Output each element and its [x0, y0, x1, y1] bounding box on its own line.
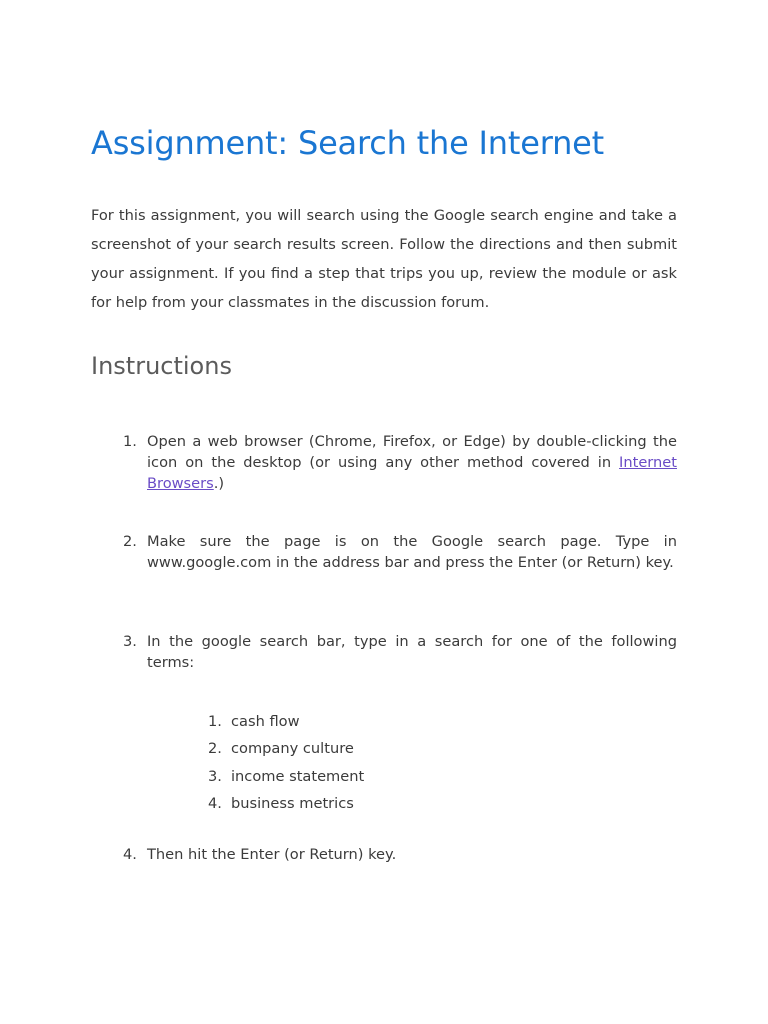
step-number: 2.: [123, 533, 137, 550]
term-list-item: [208, 738, 354, 759]
step-number: 4.: [123, 846, 137, 863]
internet-browsers-link[interactable]: Internet Browsers: [147, 454, 677, 492]
step-1: [123, 431, 677, 494]
term-number: 4.: [208, 795, 222, 812]
step-4: [123, 844, 677, 865]
term-number: 1.: [208, 713, 222, 730]
instructions-heading: Instructions: [91, 352, 232, 380]
term-number: 3.: [208, 768, 222, 785]
step-3: [123, 631, 677, 673]
term-text: cash flow: [231, 713, 300, 730]
term-list-item: [208, 766, 365, 787]
step-text: Make sure the page is on the Google search page. Type in www.google.com in the address bar and press the Enter (or Return) key.: [147, 533, 677, 571]
term-list-item: [208, 711, 300, 732]
step-text: Open a web browser (Chrome, Firefox, or Edge) by double-clicking the icon on the desktop (or using any other method covered in: [147, 433, 677, 471]
step-text: Then hit the Enter (or Return) key.: [147, 846, 397, 863]
step-text-end: .): [213, 475, 225, 492]
term-text: business metrics: [231, 795, 354, 812]
step-text: In the google search bar, type in a search for one of the following terms:: [147, 633, 677, 671]
intro-paragraph: For this assignment, you will search using the Google search engine and take a screenshot of your search results screen. Follow the directions and then submit your assignment. If you find a step that trips you up, review the module or ask for help from your classmates in the discussion forum.: [91, 207, 677, 311]
step-number: 3.: [123, 633, 137, 650]
term-number: 2.: [208, 740, 222, 757]
step-2: [123, 531, 677, 573]
term-text: company culture: [231, 740, 354, 757]
term-list-item: [208, 793, 354, 814]
term-text: income statement: [231, 768, 365, 785]
step-number: 1.: [123, 433, 137, 450]
page-title: Assignment: Search the Internet: [91, 124, 605, 162]
